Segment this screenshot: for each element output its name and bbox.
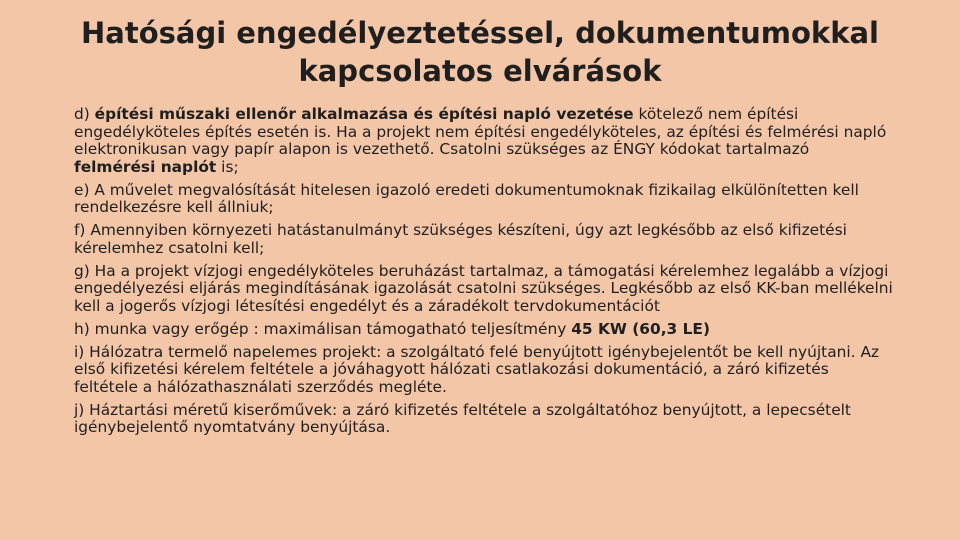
paragraph-j: j) Háztartási méretű kiserőművek: a záró kifizetés feltétele a szolgáltatóhoz benyújtott, a lepecsételt igénybejelentő nyomtatvány benyújtása. xyxy=(74,400,851,436)
paragraph-d-lead: d) xyxy=(74,105,95,123)
paragraph-h-text: h) munka vagy erőgép : maximálisan támogatható teljesítmény xyxy=(74,319,572,338)
paragraph-d-bold-1: építési műszaki ellenőr alkalmazása és építési napló vezetése xyxy=(94,105,634,123)
paragraph-i: i) Hálózatra termelő napelemes projekt: a szolgáltató felé benyújtott igénybejelentőt be kell nyújtani. Az első kifizetési kérelem feltétele a jóváhagyott hálózati csatlakozási dokumentáció, a záró kifizetés feltétele a hálózathasználati szerződés megléte. xyxy=(74,342,880,396)
paragraph-d-text-2: is; xyxy=(216,157,239,176)
title-line-1: Hatósági engedélyeztetéssel, dokumentumokkal xyxy=(81,16,879,50)
paragraph-d-text-1: kötelező nem építési engedélyköteles építés esetén is. Ha a projekt nem építési engedélyköteles, az építési és felmérési napló elektronikusan vagy papír alapon is vezethető. Csatolni szükséges az ÉNGY kódokat tartalmazó xyxy=(74,105,887,158)
paragraph-h xyxy=(74,321,894,339)
paragraph-g: g) Ha a projekt vízjogi engedélyköteles beruházást tartalmaz, a támogatási kérelemhez legalább a vízjogi engedélyezési eljárás megindításának igazolását csatolni szükséges. Legkésőbb az első KK-ban mellékelni kell a jogerős vízjogi létesítési engedélyt és a záradékolt tervdokumentációt xyxy=(74,261,893,315)
paragraph-d xyxy=(74,106,894,176)
slide-title xyxy=(40,14,920,90)
title-line-2: kapcsolatos elvárások xyxy=(298,54,662,88)
paragraph-h-bold: 45 KW (60,3 LE) xyxy=(571,319,710,338)
paragraph-d-bold-2: felmérési naplót xyxy=(74,157,217,176)
slide-body xyxy=(74,106,894,442)
paragraph-f: f) Amennyiben környezeti hatástanulmányt szükséges készíteni, úgy azt legkésőbb az első kifizetési kérelemhez csatolni kell; xyxy=(74,221,847,257)
paragraph-e: e) A művelet megvalósítását hitelesen igazoló eredeti dokumentumoknak fizikailag elkülönítetten kell rendelkezésre kell állniuk; xyxy=(74,180,859,216)
